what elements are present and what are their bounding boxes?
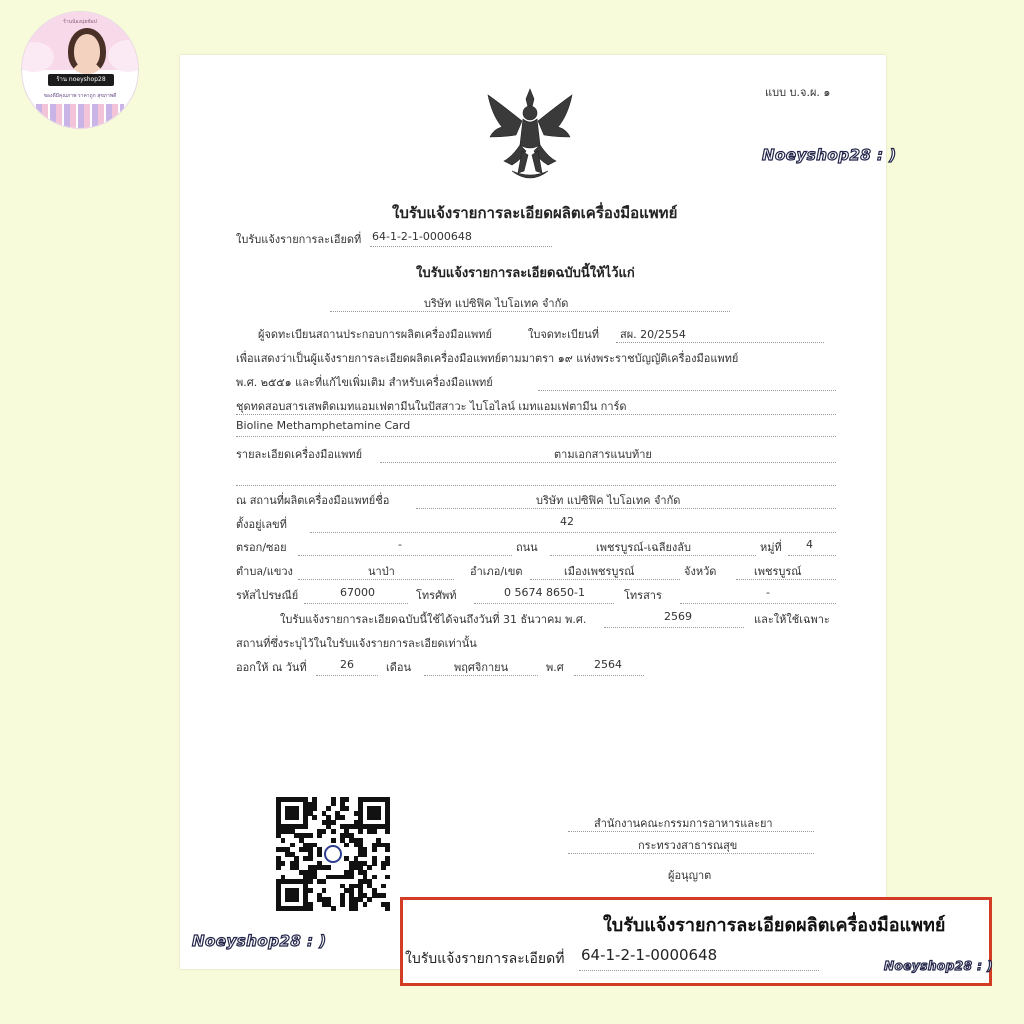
validity-line-2: สถานที่ซึ่งระบุไว้ในใบรับแจ้งรายการละเอียดเท่านั้น bbox=[236, 637, 477, 650]
declaration-line-1: เพื่อแสดงว่าเป็นผู้แจ้งรายการละเอียดผลิตเครื่องมือแพทย์ตามมาตรา ๑๙ แห่งพระราชบัญญัติเครื่องมือแพทย์ bbox=[236, 352, 739, 365]
zoom-number-value: 64-1-2-1-0000648 bbox=[581, 946, 718, 964]
license-label: ใบจดทะเบียนที่ bbox=[528, 328, 600, 341]
number-value: 64-1-2-1-0000648 bbox=[372, 230, 472, 243]
fax-value: - bbox=[766, 586, 770, 599]
agency-line-2: กระทรวงสาธารณสุข bbox=[638, 839, 738, 852]
declaration-line-2: พ.ศ. ๒๕๕๑ และที่แก้ไขเพิ่มเติม สำหรับเครื่องมือแพทย์ bbox=[236, 376, 493, 389]
licensee-label: ผู้จดทะเบียนสถานประกอบการผลิตเครื่องมือแพทย์ bbox=[258, 328, 492, 341]
month-label: เดือน bbox=[386, 661, 412, 674]
qr-code bbox=[276, 797, 390, 911]
details-label: รายละเอียดเครื่องมือแพทย์ bbox=[236, 448, 363, 461]
validity-suffix: และให้ใช้เฉพาะ bbox=[754, 613, 830, 626]
certificate-paper bbox=[180, 55, 886, 969]
garuda-emblem-icon bbox=[482, 85, 578, 189]
number-label: ใบรับแจ้งรายการละเอียดที่ bbox=[236, 233, 362, 246]
subdistrict-value: นาป่า bbox=[368, 565, 395, 578]
form-code: แบบ บ.จ.ผ. ๑ bbox=[765, 86, 831, 99]
address-no-label: ตั้งอยู่เลขที่ bbox=[236, 518, 287, 531]
moo-label: หมู่ที่ bbox=[760, 541, 782, 554]
site-value: บริษัท แปซิฟิค ไบโอเทค จำกัด bbox=[536, 494, 681, 507]
watermark-right: Noeyshop28 : ) bbox=[762, 146, 897, 164]
authorizer-label: ผู้อนุญาต bbox=[668, 869, 712, 882]
address-no-value: 42 bbox=[560, 515, 574, 528]
district-value: เมืองเพชรบูรณ์ bbox=[564, 565, 635, 578]
postcode-value: 67000 bbox=[340, 586, 375, 599]
issued-month: พฤศจิกายน bbox=[454, 661, 509, 674]
logo-stripes bbox=[36, 104, 124, 128]
phone-value: 0 5674 8650-1 bbox=[504, 586, 585, 599]
qr-center-logo-icon bbox=[324, 845, 342, 863]
logo-top-text: ร้านน้องนุ่ยช้อป bbox=[63, 19, 97, 25]
postcode-label: รหัสไปรษณีย์ bbox=[236, 589, 299, 602]
device-name-thai: ชุดทดสอบสารเสพติดเมทแอมเฟตามีนในปัสสาวะ ไบโอไลน์ เมทแอมเฟตามีน การ์ด bbox=[236, 400, 627, 413]
district-label: อำเภอ/เขต bbox=[470, 565, 523, 578]
logo-subtitle: ของดีมีคุณภาพ ราคาถูก สุขภาพดี bbox=[43, 93, 117, 99]
alley-value: - bbox=[398, 538, 402, 551]
watermark-left: Noeyshop28 : ) bbox=[192, 932, 327, 950]
issued-label: ออกให้ ณ วันที่ bbox=[236, 661, 307, 674]
details-value: ตามเอกสารแนบท้าย bbox=[554, 448, 652, 461]
logo-character bbox=[68, 28, 106, 74]
road-value: เพชรบูรณ์-เฉลียงลับ bbox=[596, 541, 691, 554]
province-value: เพชรบูรณ์ bbox=[754, 565, 802, 578]
site-label: ณ สถานที่ผลิตเครื่องมือแพทย์ชื่อ bbox=[236, 494, 390, 507]
phone-label: โทรศัพท์ bbox=[416, 589, 457, 602]
validity-year: 2569 bbox=[664, 610, 692, 623]
device-name-english: Bioline Methamphetamine Card bbox=[236, 419, 411, 432]
issued-year: 2564 bbox=[594, 658, 622, 671]
zoom-number-label: ใบรับแจ้งรายการละเอียดที่ bbox=[405, 951, 565, 967]
company-name: บริษัท แปซิฟิค ไบโอเทค จำกัด bbox=[424, 297, 569, 310]
alley-label: ตรอก/ซอย bbox=[236, 541, 287, 554]
road-label: ถนน bbox=[516, 541, 538, 554]
fax-label: โทรสาร bbox=[624, 589, 662, 602]
shop-logo bbox=[22, 12, 138, 128]
agency-line-1: สำนักงานคณะกรรมการอาหารและยา bbox=[594, 817, 773, 830]
issued-to-heading: ใบรับแจ้งรายการละเอียดฉบับนี้ให้ไว้แก่ bbox=[416, 266, 635, 281]
document-title: ใบรับแจ้งรายการละเอียดผลิตเครื่องมือแพทย์ bbox=[392, 204, 678, 222]
validity-text: ใบรับแจ้งรายการละเอียดฉบับนี้ใช้ได้จนถึงวันที่ 31 ธันวาคม พ.ศ. bbox=[280, 613, 587, 626]
logo-name: ร้าน noeyshop28 bbox=[48, 74, 114, 86]
moo-value: 4 bbox=[806, 538, 813, 551]
license-value: สผ. 20/2554 bbox=[620, 328, 686, 341]
subdistrict-label: ตำบล/แขวง bbox=[236, 565, 293, 578]
province-label: จังหวัด bbox=[684, 565, 717, 578]
issued-day: 26 bbox=[340, 658, 354, 671]
watermark-bottom: Noeyshop28 : ) bbox=[884, 959, 994, 973]
zoom-title: ใบรับแจ้งรายการละเอียดผลิตเครื่องมือแพทย์ bbox=[603, 915, 946, 936]
year-label: พ.ศ bbox=[546, 661, 564, 674]
